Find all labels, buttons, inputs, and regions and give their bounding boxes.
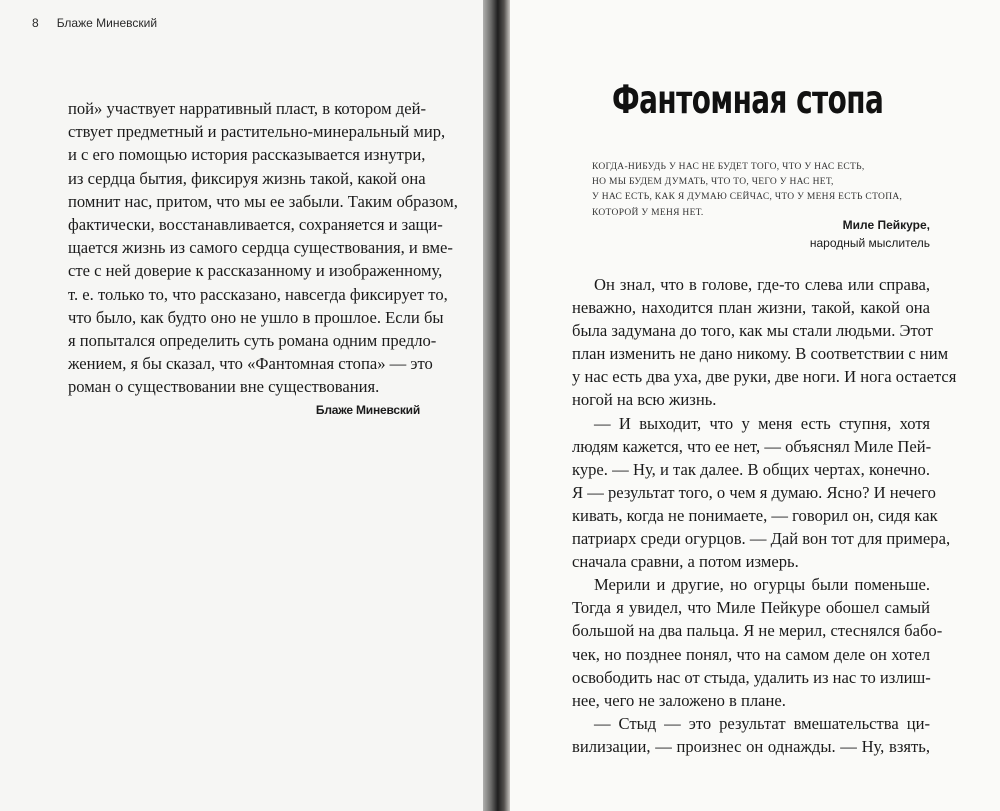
running-head-author: Блаже Миневский	[56, 16, 158, 30]
epigraph-line: КОТОРОЙ У МЕНЯ НЕТ.	[592, 207, 704, 218]
page-number: 8	[32, 16, 39, 30]
epigraph-author-title: народный мыслитель	[809, 236, 930, 250]
text-line: у нас есть два уха, две руки, две ноги. И нога остается	[572, 367, 957, 387]
text-line: людям кажется, что ее нет, — объяснял Миле Пей-	[572, 436, 932, 456]
book-spine-gutter	[483, 0, 510, 811]
text-line: план изменить не дано никому. В соответствии с ним	[572, 344, 949, 364]
text-line: сте с ней доверие к рассказанному и изображенному,	[68, 261, 443, 281]
text-line: жением, я бы сказал, что «Фантомная стопа» — это	[68, 354, 433, 374]
chapter-body	[572, 273, 957, 758]
text-line: сначала сравни, а потом измерь.	[572, 552, 799, 572]
text-line: роман о существовании вне существования.	[68, 377, 380, 397]
running-head	[32, 16, 157, 30]
text-line: большой на два пальца. Я не мерил, стеснялся бабо-	[572, 621, 943, 641]
text-line: помнит нас, притом, что мы ее забыли. Таким образом,	[68, 191, 458, 211]
text-line: что было, как будто оно не ушло в прошлое. Если бы	[68, 307, 444, 327]
text-line: Тогда я увидел, что Миле Пейкуре обошел самый	[572, 598, 930, 618]
text-line: пой» участвует нарративный пласт, в котором дей-	[68, 99, 426, 118]
text-line: Мерили и другие, но огурцы были поменьше.	[594, 575, 930, 595]
text-line: кивать, когда не понимаете, — говорил он, сидя как	[572, 505, 938, 525]
text-line: Я — результат того, о чем я думаю. Ясно? И нечего	[572, 482, 936, 502]
epigraph-line: У НАС ЕСТЬ, КАК Я ДУМАЮ СЕЙЧАС, ЧТО У МЕНЯ ЕСТЬ СТОПА,	[592, 192, 903, 203]
epigraph-line: КОГДА-НИБУДЬ У НАС НЕ БУДЕТ ТОГО, ЧТО У НАС ЕСТЬ,	[592, 162, 865, 172]
afterword-signature: Блаже Миневский	[315, 403, 420, 417]
text-line: нее, чего не заложено в плане.	[572, 690, 786, 710]
text-line: была задумана до того, как мы стали людьми. Этот	[572, 321, 933, 341]
text-line: вилизации, — произнес он однажды. — Ну, взять,	[572, 736, 930, 756]
text-line: патриарх среди огурцов. — Дай вон тот для примера,	[572, 529, 951, 549]
text-line: Он знал, что в голове, где-то слева или справа,	[594, 275, 930, 294]
text-line: куре. — Ну, и так далее. В общих чертах, конечно.	[572, 459, 930, 479]
afterword-paragraph	[68, 97, 458, 399]
text-line: и с его помощью история рассказывается изнутри,	[68, 145, 426, 165]
epigraph-author: Миле Пейкуре,	[842, 218, 930, 232]
text-line: я попытался определить суть романа одним предло-	[68, 331, 437, 351]
text-line: освободить нас от стыда, удалить из нас то излиш-	[572, 667, 931, 687]
text-line: ногой на всю жизнь.	[572, 390, 717, 410]
epigraph-line: НО МЫ БУДЕМ ДУМАТЬ, ЧТО ТО, ЧЕГО У НАС НЕТ,	[592, 177, 834, 188]
text-line: фактически, восстанавливается, сохраняется и защи-	[68, 215, 443, 235]
text-line: т. е. только то, что рассказано, навсегда фиксирует то,	[68, 284, 448, 304]
text-line: щается жизнь из самого сердца существования, и вме-	[68, 238, 453, 258]
text-line: из сердца бытия, фиксируя жизнь такой, какой она	[68, 168, 426, 188]
epigraph	[592, 160, 902, 221]
text-line: неважно, находится план жизни, такой, какой она	[572, 298, 930, 318]
text-line: ствует предметный и растительно-минеральный мир,	[68, 122, 446, 142]
text-line: чек, но позднее понял, что на самом деле он хотел	[572, 644, 930, 664]
text-line: — И выходит, что у меня есть ступня, хотя	[594, 413, 930, 433]
chapter-title: Фантомная стопа	[612, 78, 884, 124]
text-line: — Стыд — это результат вмешательства ци-	[594, 713, 930, 733]
